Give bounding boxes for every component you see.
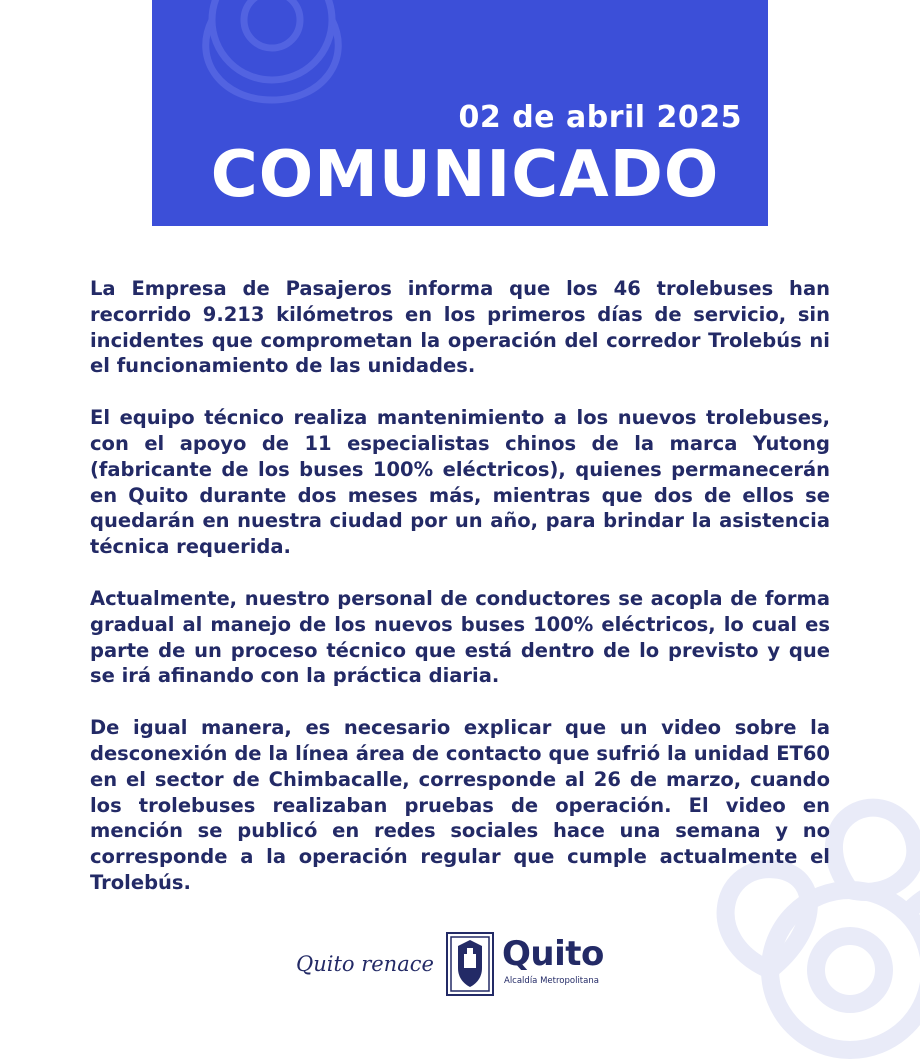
paragraph-4: De igual manera, es necesario explicar que un video sobre la desconexión de la línea área de contacto que sufrió la unidad ET60 en el sector de Chimbacalle, corresponde al 26 de marzo, cuando los trolebuses realizaban pruebas de operación. El video en mención se publicó en redes sociales hace una semana y no corresponde a la operación regular que cumple actualmente el Trolebús. bbox=[90, 716, 830, 894]
footer-branding bbox=[296, 930, 636, 1000]
paragraph-1: La Empresa de Pasajeros informa que los 46 trolebuses han recorrido 9.213 kilómetros en los primeros días de servicio, sin incidentes que comprometan la operación del corredor Trolebús ni el funcionamiento de las unidades. bbox=[90, 277, 830, 378]
slogan: Quito renace bbox=[296, 952, 434, 976]
header-banner bbox=[152, 0, 768, 226]
paragraph-2: El equipo técnico realiza mantenimiento a los nuevos trolebuses, con el apoyo de 11 especialistas chinos de la marca Yutong (fabricante de los buses 100% eléctricos), quienes permanecerán en Quito durante dos meses más, mientras que dos de ellos se quedarán en nuestra ciudad por un año, para brindar la asistencia técnica requerida. bbox=[90, 406, 830, 559]
quito-logo-subtitle: Alcaldía Metropolitana bbox=[504, 976, 599, 986]
quito-coat-of-arms-icon bbox=[446, 932, 494, 996]
quito-logo-text: Quito bbox=[502, 934, 604, 974]
communique-body bbox=[90, 276, 830, 922]
flower-decoration-icon bbox=[152, 0, 392, 120]
communique-date: 02 de abril 2025 bbox=[458, 100, 742, 135]
page-title: COMUNICADO bbox=[210, 138, 720, 212]
paragraph-3: Actualmente, nuestro personal de conductores se acopla de forma gradual al manejo de los nuevos buses 100% eléctricos, lo cual es parte de un proceso técnico que está dentro de lo previsto y que se irá afinando con la práctica diaria. bbox=[90, 586, 830, 688]
